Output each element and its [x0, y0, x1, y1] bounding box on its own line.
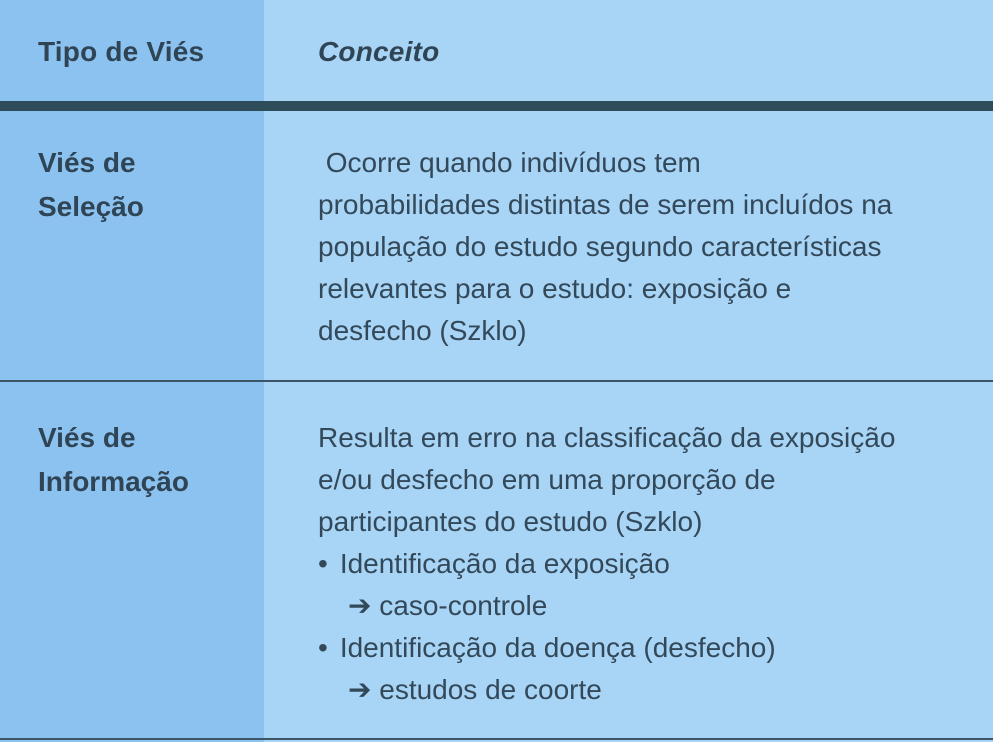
bullet-item — [318, 543, 895, 585]
row-information-concept — [318, 417, 895, 711]
concept-line: desfecho (Szklo) — [318, 315, 527, 346]
header-divider — [0, 101, 993, 111]
type-column-background — [0, 0, 264, 742]
header-type: Tipo de Viés — [38, 36, 205, 67]
row-information-type-line-2: Informação — [38, 466, 189, 497]
concept-line: relevantes para o estudo: exposição e — [318, 273, 792, 304]
bullet-item — [318, 627, 895, 669]
bullet-subitem: ➔ caso-controle — [348, 590, 548, 621]
table-bottom-border — [0, 738, 993, 740]
concept-line: e/ou desfecho em uma proporção de — [318, 464, 776, 495]
concept-line: população do estudo segundo características — [318, 231, 882, 262]
row-selection-type-line-2: Seleção — [38, 191, 144, 222]
row-selection-type — [38, 141, 144, 229]
row-information-type — [38, 416, 189, 504]
concept-line: Resulta em erro na classificação da exposição — [318, 422, 896, 453]
row-selection-type-line-1: Viés de — [38, 147, 136, 178]
row-divider — [0, 380, 993, 382]
concept-line: participantes do estudo (Szklo) — [318, 506, 703, 537]
concept-line: Ocorre quando indivíduos tem — [318, 147, 701, 178]
bullet-text: Identificação da doença (desfecho) — [339, 632, 776, 663]
bullet-subitem: ➔ estudos de coorte — [348, 674, 602, 705]
row-selection-concept — [318, 142, 892, 352]
row-information-type-line-1: Viés de — [38, 422, 136, 453]
concept-line: probabilidades distintas de serem incluídos na — [318, 189, 893, 220]
header-concept: Conceito — [318, 36, 440, 67]
bullet-text: Identificação da exposição — [339, 548, 670, 579]
